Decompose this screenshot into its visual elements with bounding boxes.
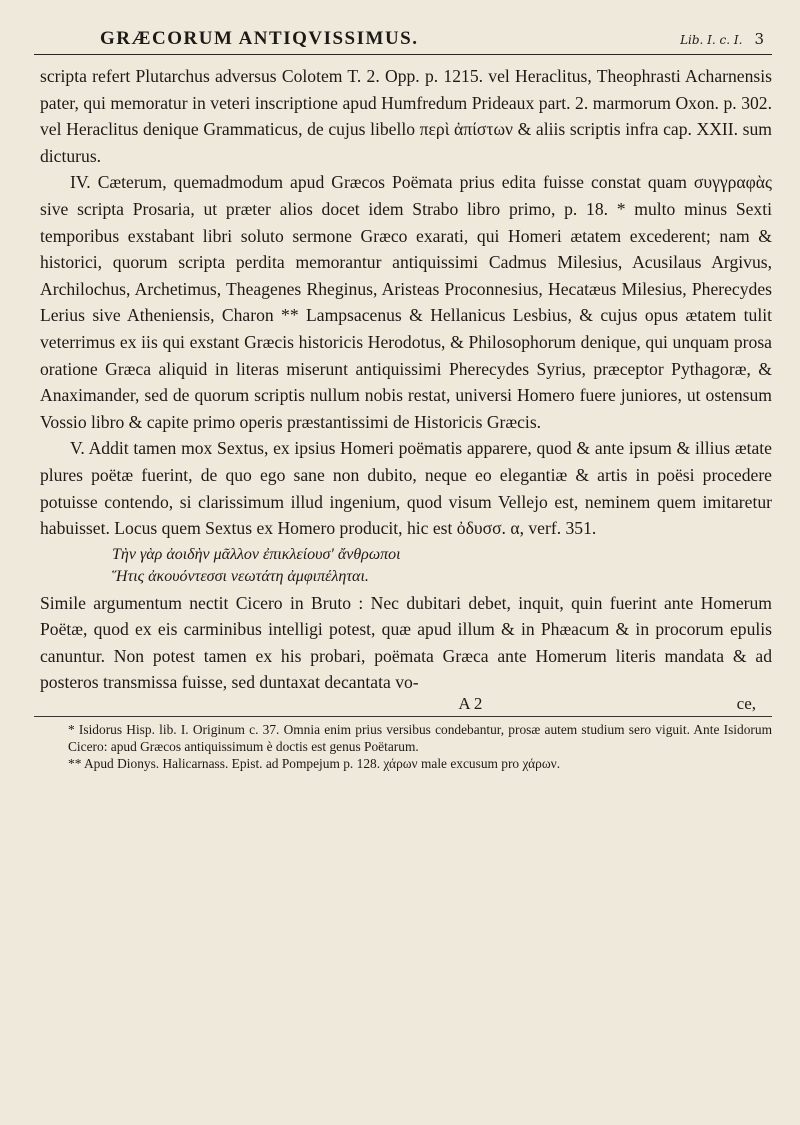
main-text-continued — [34, 590, 772, 696]
footnote: * Isidorus Hisp. lib. I. Originum c. 37. Omnia enim prius versibus condebantur, prosæ autem studium sero viguit. Ante Isidorum Cicero: apud Græcos antiquissimum è doctis est genus Poëtarum. — [68, 722, 772, 755]
catchword-line — [34, 694, 772, 714]
paragraph-section-iv: IV. Cæterum, quemadmodum apud Græcos Poëmata prius edita fuisse constat quam συγγραφὰς sive scripta Prosaria, ut præter alios docet idem Strabo libro primo, p. 18. * multo minus Sexti temporibus exstabant libri soluto sermone Græco exarati, qui Homeri ætatem excederent; nam & historici, quorum scripta perdita memorantur antiquissimi Cadmus Milesius, Acusilaus Argivus, Archilochus, Archetimus, Theagenes Rheginus, Aristeas Proconnesius, Hecatæus Milesius, Pherecydes Lerius sive Atheniensis, Charon ** Lampsacenus & Hellanicus Lesbius, & cujus opus ætatem tulit veterrimus ex iis qui exstant Græcis historicis Herodotus, & Philosophorum denique, qui unquam prosa oratione Græca aliquid in literas miserunt antiquissimi Pherecydes Syrius, præceptor Pythagoræ, & Anaximander, sed de quorum scriptis nullum nobis restat, universi Homero fuere juniores, ut ostensum Vossio libro & capite primo operis præstantissimi de Historicis Græcis. — [40, 172, 772, 432]
paragraph-continuation: scripta refert Plutarchus adversus Colotem T. 2. Opp. p. 1215. vel Heraclitus, Theophrasti Acharnensis pater, qui memoratur in veteri inscriptione apud Humfredum Prideaux part. 2. marmorum Oxon. p. 302. vel Heraclitus denique Grammaticus, de cujus libello περὶ ἀπίστων & aliis scriptis infra cap. XXII. sum dicturus. — [40, 66, 772, 166]
page-number: 3 — [754, 30, 764, 48]
book-page — [34, 28, 772, 772]
main-text — [34, 63, 772, 542]
page-header — [34, 28, 772, 55]
footnotes — [34, 721, 772, 772]
footnote-divider — [34, 716, 772, 717]
verse-line: Ἥτις ἀκουόντεσσι νεωτάτη ἀμφιπέληται. — [112, 567, 369, 585]
section-reference: Lib. I. c. I. — [680, 33, 743, 47]
paragraph-section-v: V. Addit tamen mox Sextus, ex ipsius Homeri poëmatis apparere, quod & ante ipsum & illius ætate plures poëtæ fuerint, de quo ego sane non dubito, neque eo elegantiæ & artis in poësi procedere potuisse contendo, si clarissimum illud ingenium, quod visum Vellejo est, neminem quem imitaretur habuisset. Locus quem Sextus ex Homero producit, hic est ὀδυσσ. α, verf. 351. — [40, 438, 772, 539]
homer-quotation — [34, 544, 772, 588]
verse-line: Τὴν γὰρ ἀοιδὴν μᾶλλον ἐπικλείουσ' ἄνθρωποι — [112, 545, 401, 563]
signature-mark: A 2 — [458, 694, 483, 714]
running-title: GRÆCORUM ANTIQVISSIMUS. — [100, 28, 419, 49]
paragraph-cicero: Simile argumentum nectit Cicero in Bruto : Nec dubitari debet, inquit, quin fuerint ante Homerum Poëtæ, quod ex eis carminibus intelligi potest, quæ apud illum & in Phæacum & in procorum epulis canuntur. Non potest tamen ex his probari, poëmata Græca ante Homerum literis mandata & ad posteros transmissa fuisse, sed duntaxat decantata vo- — [40, 592, 772, 693]
catchword: ce, — [736, 694, 756, 714]
footnote: ** Apud Dionys. Halicarnass. Epist. ad Pompejum p. 128. χάρων male excusum pro χάρων. — [68, 756, 561, 772]
